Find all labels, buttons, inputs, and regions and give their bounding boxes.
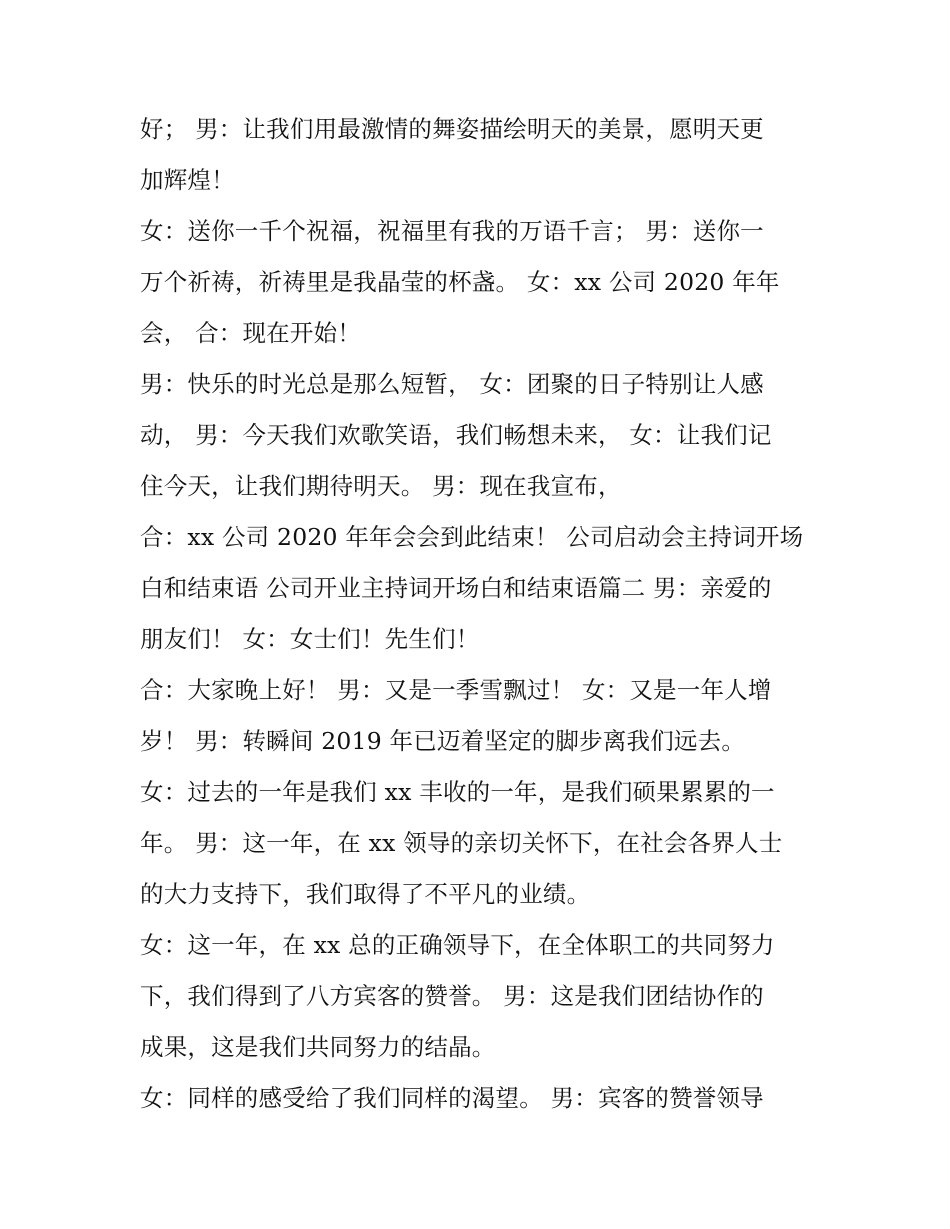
text-line: 白和结束语 公司开业主持词开场白和结束语篇二 男：亲爱的 [140,574,772,602]
text-line: 男：快乐的时光总是那么短暂， 女：团聚的日子特别让人感 [140,370,764,398]
text-line: 动， 男：今天我们欢歌笑语，我们畅想未来， 女：让我们记 [140,421,772,449]
text-line: 下，我们得到了八方宾客的赞誉。 男：这是我们团结协作的 [140,982,764,1010]
text-line: 女：这一年，在 xx 总的正确领导下，在全体职工的共同努力 [140,931,775,959]
text-line: 女：同样的感受给了我们同样的渴望。 男：宾客的赞誉领导 [140,1084,764,1112]
text-line: 加辉煌！ [140,166,235,194]
document-body [140,104,820,1124]
text-line: 合：大家晚上好！ 男：又是一季雪飘过！ 女：又是一年人增 [140,676,772,704]
text-line: 住今天，让我们期待明天。 男：现在我宣布， [140,472,622,500]
text-line: 万个祈祷，祈祷里是我晶莹的杯盏。 女：xx 公司 2020 年年 [140,268,780,296]
text-line: 女：过去的一年是我们 xx 丰收的一年，是我们硕果累累的一 [140,778,775,806]
text-line: 成果，这是我们共同努力的结晶。 [140,1033,496,1061]
text-line: 好； 男：让我们用最激情的舞姿描绘明天的美景，愿明天更 [140,115,764,143]
text-line: 岁！ 男：转瞬间 2019 年已迈着坚定的脚步离我们远去。 [140,727,746,755]
text-line: 女：送你一千个祝福，祝福里有我的万语千言； 男：送你一 [140,217,764,245]
text-line: 会， 合：现在开始！ [140,319,361,347]
text-line: 朋友们！ 女：女士们！先生们！ [140,625,480,653]
text-line: 合：xx 公司 2020 年年会会到此结束！ 公司启动会主持词开场 [140,523,804,551]
text-line: 的大力支持下，我们取得了不平凡的业绩。 [140,880,591,908]
text-line: 年。 男：这一年，在 xx 领导的亲切关怀下，在社会各界人士 [140,829,783,857]
